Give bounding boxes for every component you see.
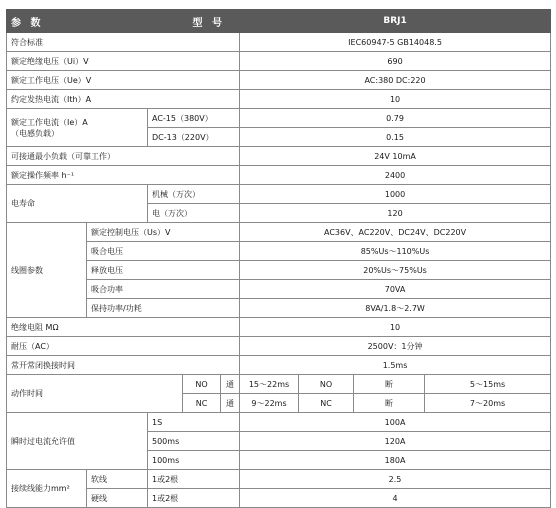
contact-type: NC xyxy=(183,394,221,413)
table-row xyxy=(7,71,551,90)
row-label: 动作时间 xyxy=(7,375,183,413)
sub-label: 硬线 xyxy=(87,489,148,508)
contact-type: NO xyxy=(299,375,354,394)
table-row xyxy=(7,489,551,508)
header-row xyxy=(7,10,551,33)
contact-time: 5～15ms xyxy=(425,375,551,394)
table-row xyxy=(7,33,551,52)
row-value: 70VA xyxy=(240,280,551,299)
sub-label: 保持功率/功耗 xyxy=(87,299,240,318)
row-value: 10 xyxy=(240,318,551,337)
row-label: 额定操作频率 h⁻¹ xyxy=(7,166,240,185)
header-series: BRJ1 xyxy=(240,10,551,33)
row-label: 常开常闭换接时间 xyxy=(7,356,240,375)
table-row xyxy=(7,299,551,318)
row-value: AC36V、AC220V、DC24V、DC220V xyxy=(240,223,551,242)
row-label: 电寿命 xyxy=(7,185,148,223)
work-current-label: 额定工作电流（Ie）A xyxy=(11,117,88,127)
row-value: 180A xyxy=(240,451,551,470)
table-row xyxy=(7,242,551,261)
header-param: 参 数 xyxy=(7,10,183,33)
row-value: 2500V：1分钟 xyxy=(240,337,551,356)
table-row xyxy=(7,318,551,337)
row-label: 绝缘电阻 MΩ xyxy=(7,318,240,337)
table-row xyxy=(7,413,551,432)
work-current-sublabel: （电感负载） xyxy=(11,128,59,138)
table-row xyxy=(7,90,551,109)
row-value: 120A xyxy=(240,432,551,451)
wire-count: 1或2根 xyxy=(148,470,240,489)
row-label xyxy=(7,109,148,147)
table-row xyxy=(7,185,551,204)
row-label: 耐压（AC） xyxy=(7,337,240,356)
row-label: 符合标准 xyxy=(7,33,240,52)
header-model: 型 号 xyxy=(183,10,240,33)
contact-type: NC xyxy=(299,394,354,413)
row-value: 20%Us～75%Us xyxy=(240,261,551,280)
row-value: 85%Us～110%Us xyxy=(240,242,551,261)
row-label: 接续线能力mm² xyxy=(7,470,87,508)
table-row xyxy=(7,166,551,185)
sub-label: 吸合功率 xyxy=(87,280,240,299)
row-value: 4 xyxy=(240,489,551,508)
sub-label: 机械（万次） xyxy=(148,185,240,204)
sub-label: 1S xyxy=(148,413,240,432)
table-row xyxy=(7,337,551,356)
contact-state: 断 xyxy=(354,394,425,413)
sub-label: 电（万次） xyxy=(148,204,240,223)
row-value: 10 xyxy=(240,90,551,109)
row-label: 线圈参数 xyxy=(7,223,87,318)
row-label: 瞬时过电流允许值 xyxy=(7,413,148,470)
row-value: 2400 xyxy=(240,166,551,185)
spec-table xyxy=(6,9,551,508)
contact-time: 9～22ms xyxy=(240,394,299,413)
table-row xyxy=(7,223,551,242)
table-row xyxy=(7,261,551,280)
contact-time: 15～22ms xyxy=(240,375,299,394)
row-value: AC:380 DC:220 xyxy=(240,71,551,90)
table-row xyxy=(7,356,551,375)
table-row xyxy=(7,147,551,166)
row-label: 额定绝缘电压（Ui）V xyxy=(7,52,240,71)
row-label: 约定发热电流（Ith）A xyxy=(7,90,240,109)
sub-label: 吸合电压 xyxy=(87,242,240,261)
row-value: IEC60947-5 GB14048.5 xyxy=(240,33,551,52)
contact-state: 通 xyxy=(221,375,240,394)
table-row xyxy=(7,375,551,394)
sub-label: 软线 xyxy=(87,470,148,489)
row-value: 0.79 xyxy=(240,109,551,128)
row-value: 690 xyxy=(240,52,551,71)
table-row xyxy=(7,470,551,489)
row-value: 100A xyxy=(240,413,551,432)
contact-state: 断 xyxy=(354,375,425,394)
row-value: 2.5 xyxy=(240,470,551,489)
row-value: 1.5ms xyxy=(240,356,551,375)
sub-label: 额定控制电压（Us）V xyxy=(87,223,240,242)
table-row xyxy=(7,280,551,299)
row-value: 8VA/1.8～2.7W xyxy=(240,299,551,318)
table-row xyxy=(7,109,551,128)
contact-type: NO xyxy=(183,375,221,394)
row-value: 0.15 xyxy=(240,128,551,147)
sub-label: 释放电压 xyxy=(87,261,240,280)
contact-state: 通 xyxy=(221,394,240,413)
sub-label: AC-15（380V） xyxy=(148,109,240,128)
row-value: 120 xyxy=(240,204,551,223)
row-label: 额定工作电压（Ue）V xyxy=(7,71,240,90)
row-value: 1000 xyxy=(240,185,551,204)
sub-label: 500ms xyxy=(148,432,240,451)
wire-count: 1或2根 xyxy=(148,489,240,508)
contact-time: 7～20ms xyxy=(425,394,551,413)
row-value: 24V 10mA xyxy=(240,147,551,166)
row-label: 可接通最小负载（可靠工作） xyxy=(7,147,240,166)
table-row xyxy=(7,52,551,71)
sub-label: DC-13（220V） xyxy=(148,128,240,147)
sub-label: 100ms xyxy=(148,451,240,470)
